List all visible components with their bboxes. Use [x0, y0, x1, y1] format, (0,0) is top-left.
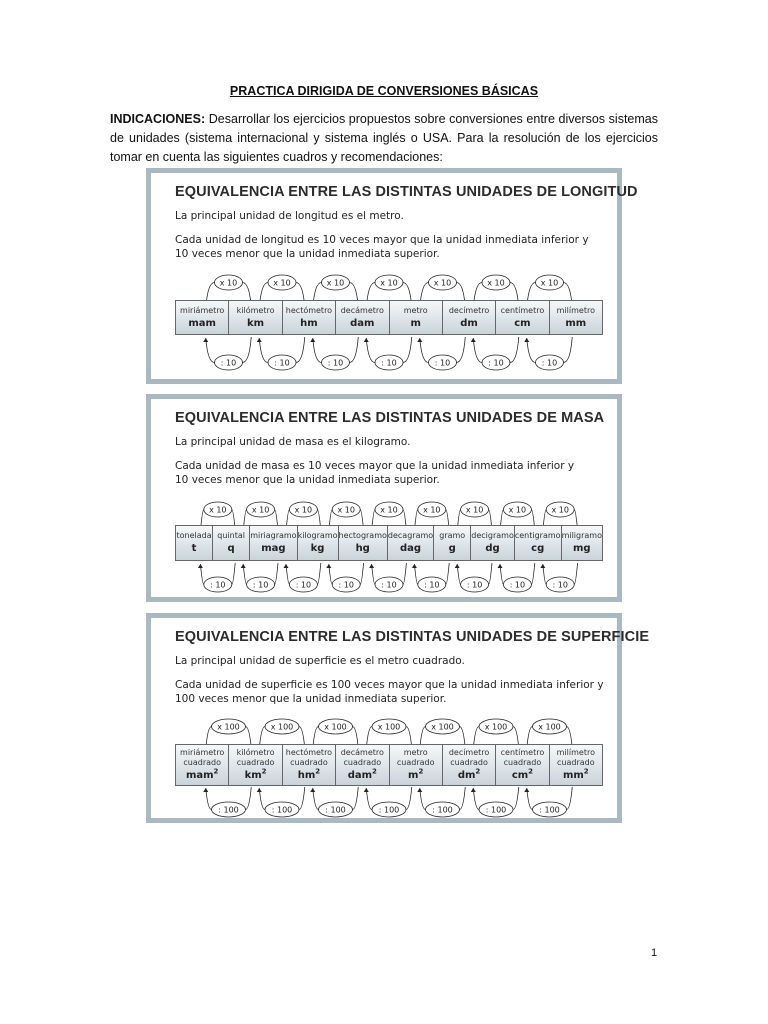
factor-label: : 100	[378, 805, 400, 815]
factor-label: x 10	[380, 278, 398, 288]
factor-label: x 100	[538, 722, 561, 732]
unit-symbol	[434, 542, 470, 555]
unit-exponent: 2	[315, 767, 321, 776]
unit-symbol-text: mm	[562, 770, 584, 781]
unit-symbol	[562, 542, 602, 555]
unit-name: milímetro	[556, 305, 595, 315]
unit-name-2: cuadrado	[503, 758, 542, 767]
unit-row	[175, 744, 603, 786]
unit-cell	[176, 301, 228, 334]
factor-label: x 10	[294, 505, 313, 515]
factor-label: x 10	[465, 505, 484, 515]
divide-arrow	[364, 787, 412, 817]
divide-arrow	[524, 787, 572, 817]
unit-name: miriámetro	[180, 748, 225, 757]
panel-title: EQUIVALENCIA ENTRE LAS DISTINTAS UNIDADES DE MASA	[175, 410, 605, 426]
unit-symbol	[176, 542, 212, 555]
factor-label: x 100	[217, 722, 240, 732]
unit-name-2: cuadrado	[236, 758, 275, 767]
unit-exponent: 2	[418, 767, 424, 776]
unit-symbol	[336, 317, 388, 330]
unit-exponent: 2	[528, 767, 534, 776]
unit-name: decímetro	[448, 748, 490, 757]
panel-title: EQUIVALENCIA ENTRE LAS DISTINTAS UNIDADES DE LONGITUD	[175, 184, 638, 200]
unit-symbol-text: m	[410, 317, 421, 329]
divide-arrow	[198, 563, 235, 592]
panel-line-2b: 100 veces menor que la unidad inmediata superior.	[175, 693, 447, 705]
unit-symbol-text: dag	[400, 543, 422, 554]
unit-cell	[338, 526, 387, 560]
unit-cell	[282, 301, 335, 334]
unit-symbol-text: dg	[485, 543, 500, 554]
unit-symbol	[176, 769, 228, 782]
unit-row	[175, 525, 603, 561]
unit-name-2: cuadrado	[183, 758, 221, 767]
arrow-head-icon	[540, 564, 545, 568]
factor-label: x 10	[219, 278, 238, 288]
arrow-head-icon	[284, 564, 289, 568]
panel-superficie	[146, 613, 650, 823]
factor-label: : 10	[295, 580, 312, 590]
divide-arrow	[364, 337, 412, 370]
unit-symbol	[229, 317, 281, 330]
arrow-head-icon	[524, 338, 529, 342]
divide-arrow	[412, 563, 449, 592]
unit-symbol	[283, 769, 335, 782]
factor-label: : 10	[381, 580, 397, 590]
unit-cell	[387, 526, 433, 560]
unit-symbol-text: km	[247, 317, 265, 329]
arrow-head-icon	[524, 788, 529, 792]
factor-label: : 10	[509, 580, 526, 590]
panel-line-1: La principal unidad de longitud es el metro.	[175, 210, 404, 222]
unit-symbol-text: hm	[297, 770, 316, 781]
unit-cell	[442, 745, 495, 785]
divide-arrow	[284, 563, 321, 592]
panel-line-2a: Cada unidad de masa es 10 veces mayor que la unidad inmediata inferior y	[175, 460, 575, 472]
factor-label: : 10	[338, 580, 354, 590]
unit-symbol	[515, 542, 561, 555]
unit-exponent: 2	[213, 767, 219, 776]
unit-name-2: cuadrado	[396, 758, 435, 767]
arrow-head-icon	[257, 338, 262, 342]
divide-arrow	[203, 337, 251, 370]
unit-symbol	[390, 769, 442, 782]
unit-name-2: cuadrado	[343, 758, 382, 767]
divide-arrow	[498, 563, 535, 592]
factor-label: x 10	[540, 278, 559, 288]
unit-cell	[176, 745, 228, 785]
unit-symbol-text: q	[227, 543, 235, 554]
factor-label: : 10	[552, 580, 568, 590]
arrow-head-icon	[241, 564, 246, 568]
panel-line-2	[175, 459, 617, 487]
unit-symbol-text: mam	[188, 317, 216, 329]
unit-name: miriagramo	[250, 531, 297, 540]
divide-arrow	[455, 563, 492, 592]
divide-arrow	[417, 787, 465, 817]
factor-label: x 10	[337, 505, 355, 515]
panel-superficie-inner	[151, 618, 650, 818]
unit-name: kilogramo	[297, 531, 338, 540]
unit-cell	[495, 745, 548, 785]
panel-masa	[146, 394, 622, 602]
unit-symbol	[213, 542, 249, 555]
factor-label: x 100	[484, 722, 508, 732]
unit-symbol-text: dm	[457, 770, 476, 781]
arrow-head-icon	[417, 338, 422, 342]
unit-symbol-text: cg	[531, 543, 545, 554]
arrow-head-icon	[326, 564, 331, 568]
unit-name-2: cuadrado	[557, 758, 595, 767]
unit-symbol	[388, 542, 433, 555]
unit-name: decámetro	[340, 305, 384, 315]
unit-symbol	[496, 769, 548, 782]
unit-symbol	[176, 317, 228, 330]
unit-name: metro	[403, 305, 428, 315]
unit-symbol-text: t	[191, 543, 197, 554]
unit-exponent: 2	[475, 767, 481, 776]
factor-label: : 10	[210, 580, 226, 590]
factor-label: x 10	[508, 505, 527, 515]
unit-symbol	[550, 317, 602, 330]
divide-arrow	[524, 337, 572, 370]
unit-symbol	[390, 317, 442, 330]
unit-symbol-text: cm	[511, 770, 529, 781]
divide-arrows	[175, 562, 603, 594]
unit-symbol-text: mm	[565, 317, 587, 329]
unit-symbol-text: hm	[300, 317, 318, 329]
unit-cell	[549, 301, 602, 334]
unit-cell	[228, 745, 281, 785]
panel-line-1: La principal unidad de masa es el kilogramo.	[175, 436, 411, 448]
panel-line-2a: Cada unidad de longitud es 10 veces mayor que la unidad inmediata inferior y	[175, 234, 589, 246]
factor-label: : 10	[252, 580, 269, 590]
arrow-head-icon	[412, 564, 417, 568]
unit-cell	[549, 745, 602, 785]
divide-arrow	[257, 787, 305, 817]
unit-name: gramo	[439, 531, 466, 540]
factor-label: : 100	[432, 805, 453, 815]
unit-cell	[470, 526, 514, 560]
unit-name: decímetro	[448, 305, 490, 315]
unit-exponent: 2	[372, 767, 377, 776]
panel-masa-inner	[151, 399, 617, 597]
unit-name: miriámetro	[180, 305, 225, 315]
arrow-head-icon	[471, 338, 476, 342]
unit-symbol-text: m	[408, 770, 419, 781]
panel-line-2	[175, 678, 617, 706]
factor-label: x 10	[433, 278, 452, 288]
factor-label: : 100	[485, 805, 507, 815]
factor-label: : 10	[434, 358, 451, 368]
instructions-text: Desarrollar los ejercicios propuestos sobre conversiones entre diversos sistemas de unidades (sistema internacional y sistema inglés o USA. Para la resolución de los ejercicios tomar en cuenta las siguientes cuadros y recomendaciones:	[110, 112, 658, 164]
unit-cell	[335, 301, 388, 334]
panel-line-2	[175, 233, 617, 261]
divide-arrow	[471, 787, 519, 817]
unit-symbol	[298, 542, 338, 555]
unit-symbol-text: dam	[350, 317, 375, 329]
unit-cell	[389, 745, 442, 785]
unit-name-2: cuadrado	[450, 758, 488, 767]
arrow-head-icon	[471, 788, 476, 792]
panel-longitud	[146, 168, 638, 384]
unit-symbol	[443, 769, 495, 782]
unit-name: decámetro	[340, 748, 384, 757]
arrow-head-icon	[455, 564, 460, 568]
arrow-head-icon	[310, 788, 315, 792]
factor-label: x 10	[380, 505, 398, 515]
unit-exponent: 2	[261, 767, 267, 776]
unit-name: centímetro	[500, 748, 545, 757]
divide-arrow	[471, 337, 519, 370]
panel-line-1: La principal unidad de superficie es el metro cuadrado.	[175, 655, 465, 667]
unit-symbol-text: dam	[347, 770, 373, 781]
instructions	[110, 110, 658, 167]
divide-arrows	[175, 336, 603, 372]
unit-symbol-text: mam	[185, 770, 214, 781]
factor-label: : 10	[541, 358, 558, 368]
unit-cell	[176, 526, 212, 560]
arrow-head-icon	[257, 788, 262, 792]
unit-symbol-text: dm	[460, 317, 478, 329]
factor-label: : 100	[539, 805, 560, 815]
arrow-head-icon	[417, 788, 422, 792]
unit-symbol	[471, 542, 514, 555]
unit-symbol-text: mag	[261, 543, 286, 554]
divide-arrow	[369, 563, 406, 592]
factor-label: : 100	[271, 805, 293, 815]
factor-label: : 10	[327, 358, 344, 368]
factor-label: : 10	[381, 358, 397, 368]
factor-label: x 10	[487, 278, 505, 288]
factor-label: : 10	[466, 580, 483, 590]
unit-name: kilómetro	[236, 305, 275, 315]
unit-symbol	[443, 317, 495, 330]
factor-label: : 100	[218, 805, 239, 815]
unit-row	[175, 300, 603, 335]
unit-name: hectogramo	[338, 531, 387, 540]
unit-name-2: cuadrado	[290, 758, 328, 767]
unit-cell	[561, 526, 602, 560]
factor-label: x 10	[273, 278, 291, 288]
unit-symbol-text: cm	[514, 317, 531, 329]
unit-name: kilómetro	[236, 748, 275, 757]
unit-name: hectómetro	[285, 305, 333, 315]
arrow-head-icon	[203, 788, 208, 792]
unit-name: quintal	[217, 531, 245, 540]
unit-symbol-text: g	[448, 543, 456, 554]
unit-name: milímetro	[556, 748, 595, 757]
divide-arrow	[540, 563, 577, 592]
unit-symbol	[336, 769, 388, 782]
unit-symbol	[339, 542, 387, 555]
divide-arrow	[326, 563, 363, 592]
factor-label: x 100	[431, 722, 454, 732]
unit-exponent: 2	[583, 767, 589, 776]
unit-name: tonelada	[176, 531, 212, 540]
divide-arrow	[310, 337, 358, 370]
unit-cell	[442, 301, 495, 334]
factor-label: : 10	[488, 358, 504, 368]
factor-label: : 100	[325, 805, 346, 815]
divide-arrow	[241, 563, 278, 592]
factor-label: x 100	[324, 722, 347, 732]
arrow-head-icon	[369, 564, 374, 568]
factor-label: : 10	[220, 358, 237, 368]
unit-symbol-text: mg	[572, 543, 591, 554]
unit-name: metro	[403, 748, 428, 757]
instructions-label: INDICACIONES:	[110, 112, 206, 126]
divide-arrow	[203, 787, 251, 817]
factor-label: x 100	[377, 722, 401, 732]
arrow-head-icon	[310, 338, 315, 342]
unit-symbol	[496, 317, 548, 330]
factor-label: x 10	[326, 278, 345, 288]
arrow-head-icon	[498, 564, 503, 568]
unit-cell	[228, 301, 281, 334]
divide-arrows	[175, 786, 603, 819]
unit-cell	[297, 526, 338, 560]
panel-line-2a: Cada unidad de superficie es 100 veces mayor que la unidad inmediata inferior y	[175, 679, 604, 691]
unit-cell	[212, 526, 249, 560]
panel-longitud-inner	[151, 173, 638, 379]
unit-cell	[389, 301, 442, 334]
unit-symbol-text: km	[244, 770, 262, 781]
unit-symbol	[250, 542, 296, 555]
arrow-head-icon	[364, 788, 369, 792]
unit-cell	[514, 526, 561, 560]
divide-arrow	[417, 337, 465, 370]
unit-symbol	[229, 769, 281, 782]
unit-name: decigramo	[471, 531, 514, 540]
panel-line-2b: 10 veces menor que la unidad inmediata superior.	[175, 248, 440, 260]
factor-label: x 10	[209, 505, 227, 515]
unit-name: decagramo	[387, 531, 434, 540]
factor-label: x 10	[251, 505, 270, 515]
unit-cell	[495, 301, 548, 334]
arrow-head-icon	[203, 338, 208, 342]
unit-cell	[282, 745, 335, 785]
unit-cell	[433, 526, 470, 560]
factor-label: : 10	[424, 580, 440, 590]
unit-name: centigramo	[514, 531, 561, 540]
panel-line-2b: 10 veces menor que la unidad inmediata superior.	[175, 474, 440, 486]
arrow-head-icon	[364, 338, 369, 342]
divide-arrow	[257, 337, 305, 370]
unit-cell	[249, 526, 296, 560]
unit-cell	[335, 745, 388, 785]
unit-name: centímetro	[500, 305, 545, 315]
unit-symbol	[550, 769, 602, 782]
panel-title: EQUIVALENCIA ENTRE LAS DISTINTAS UNIDADES DE SUPERFICIE	[175, 629, 650, 645]
unit-name: miligramo	[561, 531, 602, 540]
factor-label: : 10	[274, 358, 290, 368]
divide-arrow	[310, 787, 358, 817]
document-title: PRACTICA DIRIGIDA DE CONVERSIONES BÁSICAS	[229, 84, 539, 98]
factor-label: x 10	[423, 505, 441, 515]
arrow-head-icon	[198, 564, 203, 568]
factor-label: x 10	[551, 505, 569, 515]
page-number: 1	[651, 947, 658, 959]
unit-symbol	[283, 317, 335, 330]
factor-label: x 100	[270, 722, 294, 732]
unit-symbol-text: hg	[355, 543, 370, 554]
unit-symbol-text: kg	[310, 543, 325, 554]
unit-name: hectómetro	[285, 748, 333, 757]
